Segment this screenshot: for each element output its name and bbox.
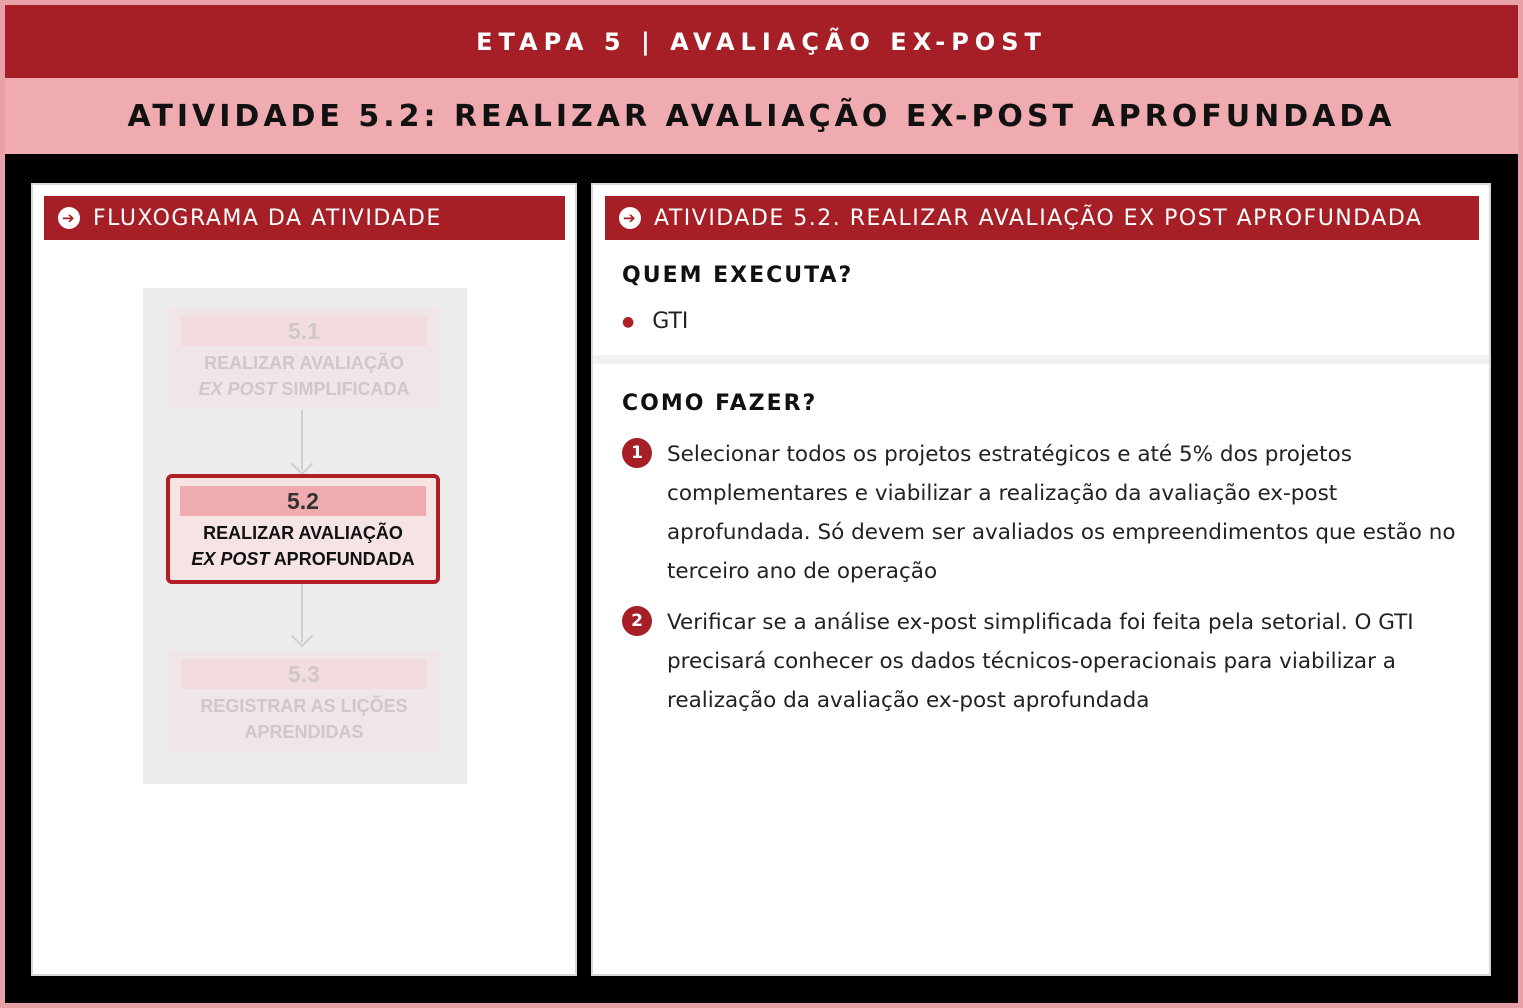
flow-step-5-1[interactable] (169, 308, 439, 408)
stage-header (5, 5, 1518, 78)
section-divider (593, 355, 1489, 364)
activity-title: ATIVIDADE 5.2: REALIZAR AVALIAÇÃO EX-POST APROFUNDADA (127, 98, 1396, 134)
flow-step-label (169, 693, 439, 745)
flow-step-rest: SIMPLIFICADA (281, 379, 410, 399)
arrow-right-circle-icon: ➔ (619, 207, 641, 229)
flow-step-number: 5.1 (181, 316, 427, 346)
flow-step-line1: REGISTRAR AS LIÇÕES (200, 696, 408, 716)
flow-step-line2 (169, 376, 439, 402)
bullet-icon: ● (622, 313, 635, 330)
flow-step-line1: REALIZAR AVALIAÇÃO (203, 523, 403, 543)
who-executes-item (622, 309, 688, 334)
how-to-step-text: Verificar se a análise ex-post simplificada foi feita pela setorial. O GTI precisará conhecer os dados técnicos-operacionais para viabilizar a realização da avaliação ex-post aprofundada (667, 610, 1414, 713)
flow-step-rest: APRENDIDAS (244, 722, 364, 742)
flow-step-line2 (169, 719, 439, 745)
activity-detail-panel (591, 183, 1491, 976)
flow-step-italic: EX POST (198, 379, 277, 399)
flow-step-number: 5.2 (180, 486, 426, 516)
who-executes-heading: QUEM EXECUTA? (622, 263, 854, 288)
activity-header (5, 78, 1518, 154)
flow-step-line2 (170, 546, 436, 572)
flowchart-area (143, 288, 467, 784)
step-number-badge: 2 (622, 606, 652, 636)
activity-detail-title: ATIVIDADE 5.2. REALIZAR AVALIAÇÃO EX POST APROFUNDADA (654, 205, 1423, 231)
flow-step-line1: REALIZAR AVALIAÇÃO (204, 353, 404, 373)
flow-step-rest: APROFUNDADA (273, 549, 415, 569)
step-number-badge: 1 (622, 438, 652, 468)
flow-step-number: 5.3 (181, 659, 427, 689)
flow-arrowhead-icon (291, 625, 314, 648)
arrow-right-circle-icon: ➔ (58, 207, 80, 229)
how-to-heading: COMO FAZER? (622, 391, 818, 416)
flowchart-panel (31, 183, 577, 976)
flow-step-label (170, 520, 436, 572)
flow-step-label (169, 350, 439, 402)
flowchart-panel-bar (44, 196, 565, 240)
activity-detail-panel-bar (605, 196, 1479, 240)
flow-step-5-2[interactable] (166, 474, 440, 584)
flowchart-panel-title: FLUXOGRAMA DA ATIVIDADE (93, 205, 442, 231)
flow-step-5-3[interactable] (169, 651, 439, 751)
who-executes-value: GTI (652, 309, 689, 334)
how-to-step-text: Selecionar todos os projetos estratégicos e até 5% dos projetos complementares e viabilizar a realização da avaliação ex-post aprofundada. Só devem ser avaliados os empreendimentos que estão no terceiro ano de operação (667, 442, 1456, 584)
how-to-step-2 (622, 603, 1462, 720)
flow-step-italic: EX POST (191, 549, 270, 569)
how-to-step-1 (622, 435, 1462, 591)
stage-title: ETAPA 5 | AVALIAÇÃO EX-POST (476, 27, 1047, 56)
flow-arrowhead-icon (291, 453, 314, 476)
